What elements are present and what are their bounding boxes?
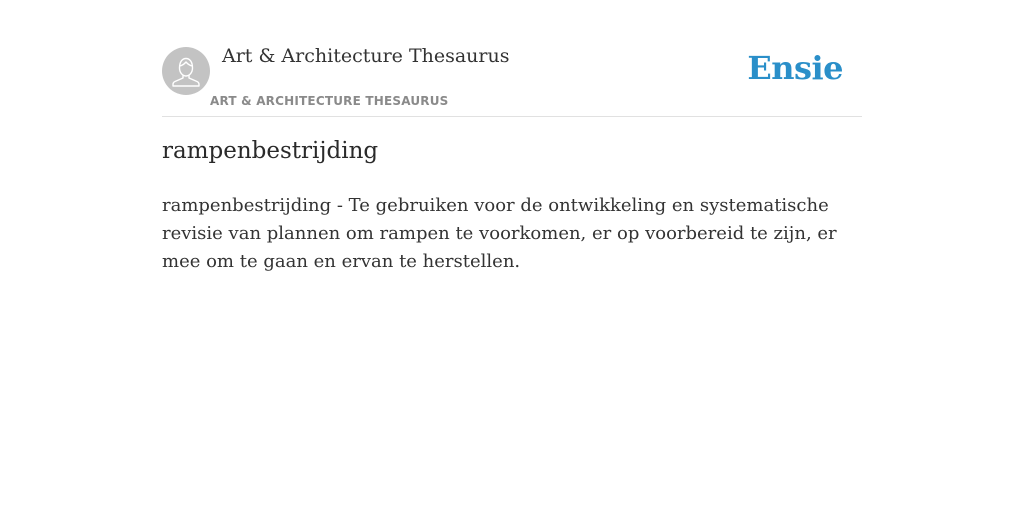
entry-definition: rampenbestrijding - Te gebruiken voor de ontwikkeling en systematische revisie van plannen om rampen te voorkomen, er op voorbereid te zijn, er mee om te gaan en ervan te herstellen.: [162, 195, 837, 272]
author-name-link[interactable]: Art & Architecture Thesaurus: [222, 45, 510, 67]
entry-header: [162, 0, 862, 117]
entry-card: [162, 0, 862, 272]
avatar[interactable]: [162, 47, 210, 95]
user-silhouette-icon: [162, 47, 210, 95]
entry-title: rampenbestrijding: [162, 138, 379, 164]
author-category: ART & ARCHITECTURE THESAURUS: [210, 94, 449, 108]
ensie-logo[interactable]: Ensie: [747, 49, 843, 87]
